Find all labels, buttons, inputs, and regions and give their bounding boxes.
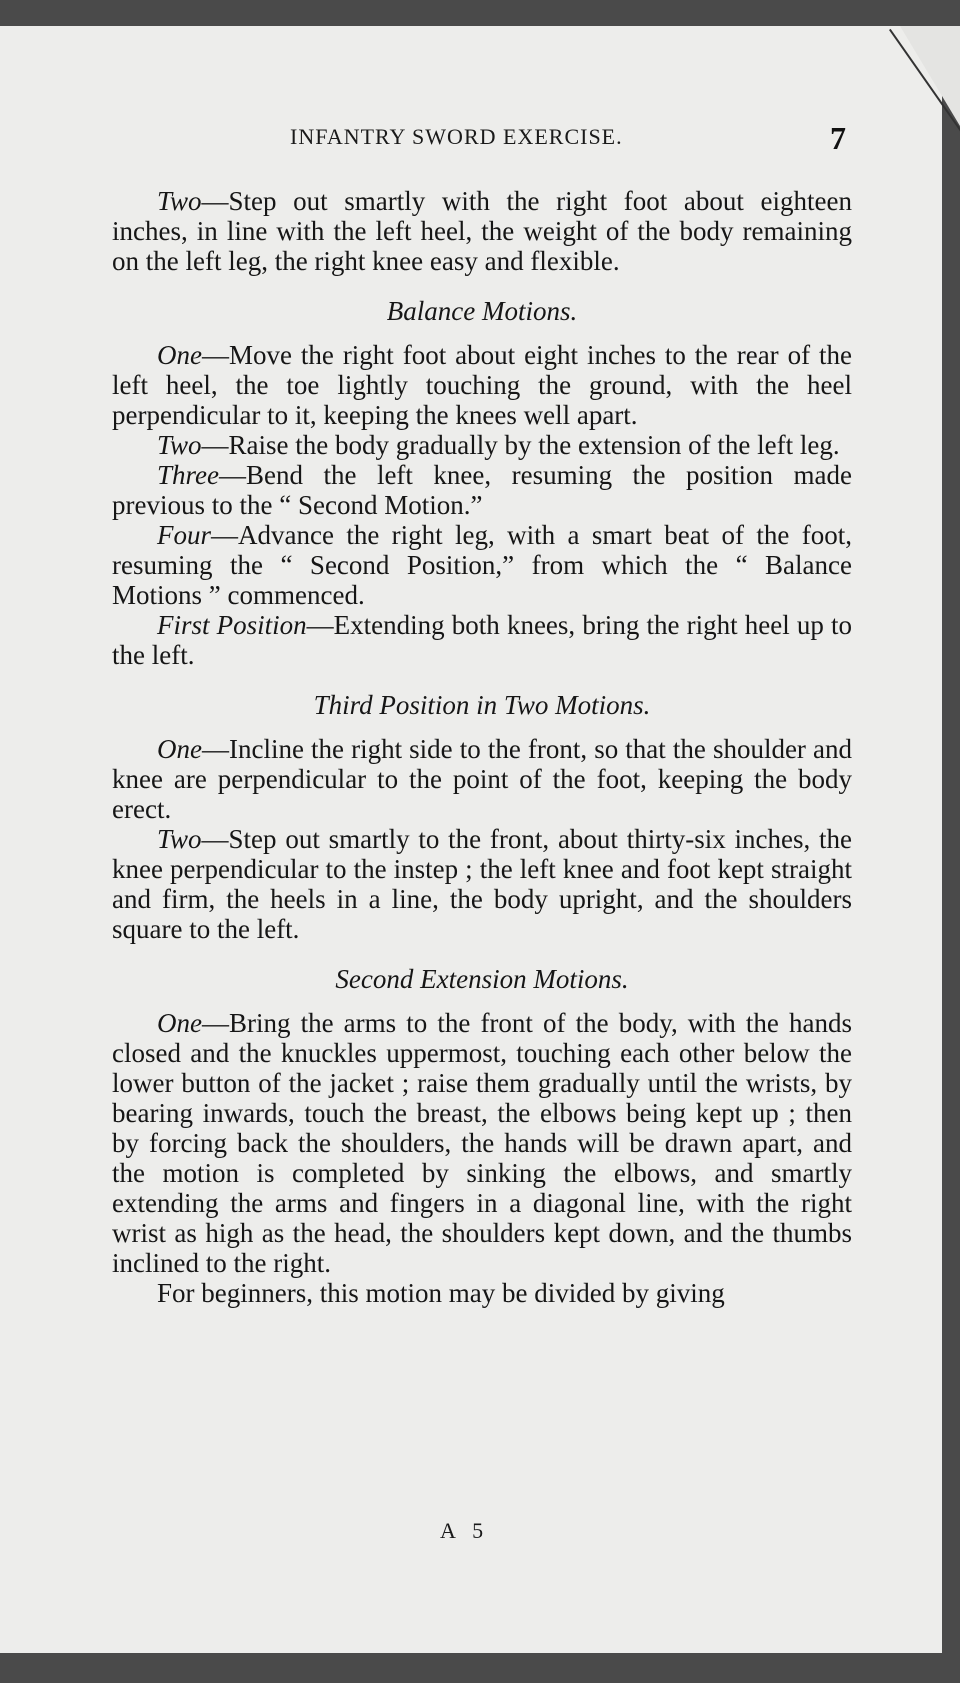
paragraph-text: —Extending both knees, bring the right heel up to the left.	[112, 610, 853, 670]
paragraph	[112, 1278, 852, 1308]
section	[112, 964, 852, 1308]
paragraph	[112, 1008, 852, 1278]
motion-label: Two	[157, 430, 202, 460]
section-heading: Second Extension Motions.	[335, 964, 629, 994]
paragraph-text: —Raise the body gradually by the extension of the left leg.	[201, 430, 840, 460]
paragraph	[112, 824, 852, 944]
motion-label: One	[157, 734, 202, 764]
paragraph	[112, 186, 852, 276]
motion-label: Four	[157, 520, 211, 550]
motion-label: Three	[157, 460, 219, 490]
paragraph-text: —Step out smartly with the right foot about eighteen inches, in line with the left heel, the weight of the body remaining on the left leg, the right knee easy and flexible.	[112, 186, 852, 276]
page-header	[0, 120, 942, 160]
paragraph-text: —Step out smartly to the front, about thirty-six inches, the knee perpendicular to the instep ; the left knee and foot kept straight and firm, the heels in a line, the body upright, and the shoulders square to the left.	[112, 824, 852, 944]
paragraph-text: —Move the right foot about eight inches to the rear of the left heel, the toe lightly touching the ground, with the heel perpendicular to it, keeping the knees well apart.	[112, 340, 852, 430]
paragraph	[112, 430, 852, 460]
section-heading: Third Position in Two Motions.	[313, 690, 651, 720]
paragraph	[112, 610, 852, 670]
motion-label: First Position	[157, 610, 307, 640]
signature-mark: A 5	[440, 1518, 490, 1543]
paragraph-text: —Advance the right leg, with a smart beat of the foot, resuming the “ Second Position,” from which the “ Balance Motions ” commenced.	[112, 520, 852, 610]
motion-label: One	[157, 340, 202, 370]
paragraph	[112, 460, 852, 520]
paragraph	[112, 520, 852, 610]
paragraph-text: —Bring the arms to the front of the body, with the hands closed and the knuckles uppermost, touching each other below the lower button of the jacket ; raise them gradually until the wrists, by bearing inwards, touch the breast, the elbows being kept up ; then by forcing back the shoulders, the hands will be drawn apart, and the motion is completed by sinking the elbows, and smartly extending the arms and fingers in a diagonal line, with the right wrist as high as the head, the shoulders kept down, and the thumbs inclined to the right.	[112, 1008, 852, 1278]
page-body	[112, 186, 852, 1308]
running-title: INFANTRY SWORD EXERCISE.	[290, 124, 623, 149]
motion-label: Two	[157, 824, 202, 854]
paragraph-text: For beginners, this motion may be divided by giving	[157, 1278, 725, 1308]
section	[112, 690, 852, 944]
section	[112, 296, 852, 670]
paragraph	[112, 734, 852, 824]
section-heading: Balance Motions.	[386, 296, 578, 326]
paragraph-text: —Incline the right side to the front, so that the shoulder and knee are perpendicular to the point of the foot, keeping the body erect.	[112, 734, 852, 824]
page-number: 7	[830, 120, 846, 156]
paragraph	[112, 340, 852, 430]
motion-label: One	[157, 1008, 202, 1038]
paragraph-text: —Bend the left knee, resuming the position made previous to the “ Second Motion.”	[112, 460, 852, 520]
motion-label: Two	[157, 186, 202, 216]
section	[112, 186, 852, 276]
